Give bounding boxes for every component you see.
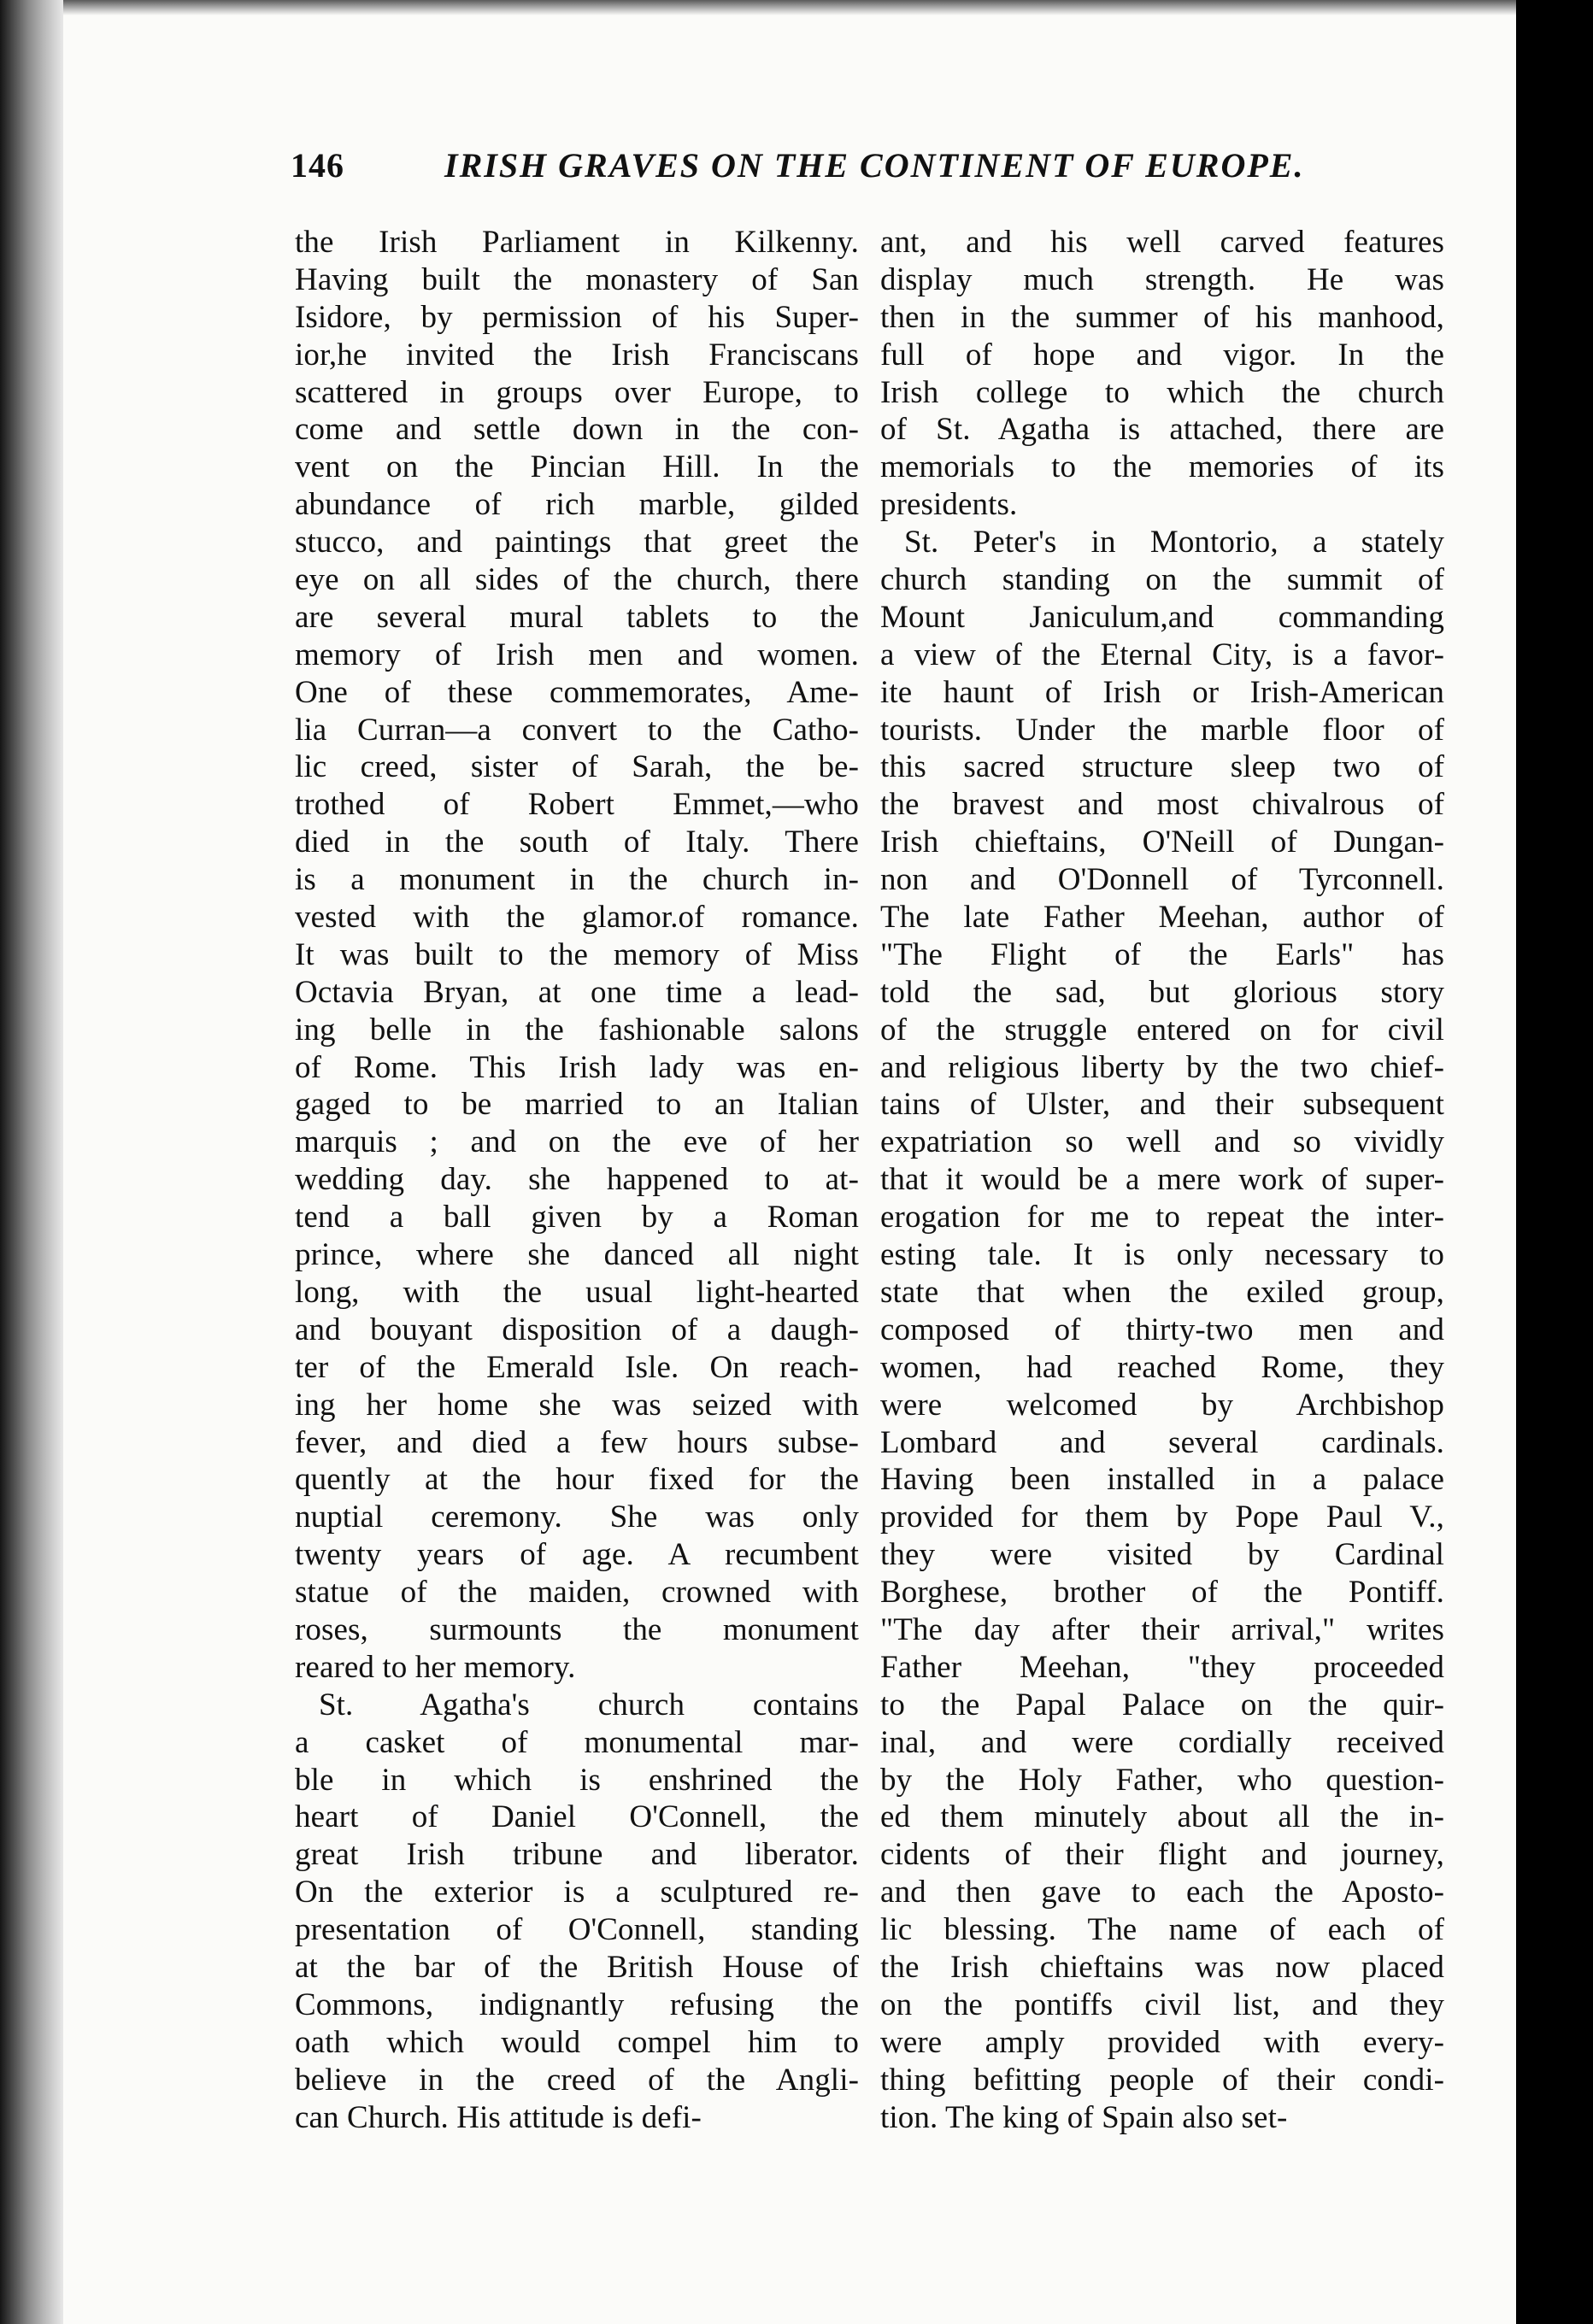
text-line: thing befitting people of their condi- (880, 2062, 1444, 2098)
text-line: fever, and died a few hours subse- (295, 1424, 859, 1460)
text-line: statue of the maiden, crowned with (295, 1575, 859, 1611)
text-line: memorials to the memories of its (880, 449, 1444, 485)
text-column-left (295, 224, 859, 2136)
text-line: told the sad, but glorious story (880, 974, 1444, 1010)
text-line: were amply provided with every- (880, 2024, 1444, 2060)
text-line: wedding day. she happened to at- (295, 1162, 859, 1198)
text-line: Irish college to which the church (880, 374, 1444, 410)
text-line: ing belle in the fashionable salons (295, 1012, 859, 1048)
text-line: believe in the creed of the Angli- (295, 2062, 859, 2098)
text-line: are several mural tablets to the (295, 599, 859, 635)
scan-border (1516, 0, 1593, 2324)
text-line: tourists. Under the marble floor of (880, 712, 1444, 748)
text-line: ite haunt of Irish or Irish-American (880, 674, 1444, 710)
text-line: then in the summer of his manhood, (880, 299, 1444, 335)
text-line: non and O'Donnell of Tyrconnell. (880, 862, 1444, 898)
text-line: Father Meehan, "they proceeded (880, 1649, 1444, 1685)
text-line: ter of the Emerald Isle. On reach- (295, 1349, 859, 1385)
text-line: memory of Irish men and women. (295, 637, 859, 672)
text-line: lia Curran—a convert to the Catho- (295, 712, 859, 748)
text-line: St. Peter's in Montorio, a stately (904, 525, 1444, 560)
text-line: composed of thirty-two men and (880, 1312, 1444, 1347)
text-line: and bouyant disposition of a daugh- (295, 1312, 859, 1347)
text-line: Mount Janiculum,and commanding (880, 599, 1444, 635)
text-line: state that when the exiled group, (880, 1274, 1444, 1310)
text-line: that it would be a mere work of super- (880, 1162, 1444, 1198)
text-line: "The Flight of the Earls" has (880, 936, 1444, 972)
text-line: by the Holy Father, who question- (880, 1762, 1444, 1798)
text-line: oath which would compel him to (295, 2024, 859, 2060)
text-line: the bravest and most chivalrous of (880, 787, 1444, 823)
text-line: prince, where she danced all night (295, 1237, 859, 1273)
text-line: trothed of Robert Emmet,—who (295, 787, 859, 823)
text-line: cidents of their flight and journey, (880, 1837, 1444, 1873)
text-line: church standing on the summit of (880, 562, 1444, 598)
page-number: 146 (291, 146, 344, 185)
text-line: died in the south of Italy. There (295, 825, 859, 860)
text-line: Octavia Bryan, at one time a lead- (295, 974, 859, 1010)
text-line: tend a ball given by a Roman (295, 1200, 859, 1235)
text-column-right (880, 224, 1444, 2136)
text-line: scattered in groups over Europe, to (295, 374, 859, 410)
text-line: Isidore, by permission of his Super- (295, 299, 859, 335)
text-line: and religious liberty by the two chief- (880, 1049, 1444, 1085)
page-top-edge (63, 0, 1516, 15)
text-line: come and settle down in the con- (295, 412, 859, 448)
text-line: esting tale. It is only necessary to (880, 1237, 1444, 1273)
text-line: St. Agatha's church contains (319, 1687, 859, 1722)
text-line: long, with the usual light-hearted (295, 1274, 859, 1310)
text-line: erogation for me to repeat the inter- (880, 1200, 1444, 1235)
running-title: IRISH GRAVES ON THE CONTINENT OF EUROPE. (444, 146, 1305, 185)
text-line: at the bar of the British House of (295, 1949, 859, 1985)
text-line: reared to her memory. (295, 1649, 576, 1685)
text-line: Irish chieftains, O'Neill of Dungan- (880, 825, 1444, 860)
text-line: of the struggle entered on for civil (880, 1012, 1444, 1048)
text-line: great Irish tribune and liberator. (295, 1837, 859, 1873)
text-line: eye on all sides of the church, there (295, 562, 859, 598)
text-line: "The day after their arrival," writes (880, 1611, 1444, 1647)
text-line: inal, and were cordially received (880, 1724, 1444, 1760)
text-line: the Irish Parliament in Kilkenny. (295, 225, 859, 260)
text-line: tion. The king of Spain also set- (880, 2099, 1288, 2135)
running-head (291, 145, 1305, 197)
text-line: and then gave to each the Aposto- (880, 1875, 1444, 1910)
text-line: The late Father Meehan, author of (880, 900, 1444, 936)
text-line: vent on the Pincian Hill. In the (295, 449, 859, 485)
text-line: ed them minutely about all the in- (880, 1799, 1444, 1835)
text-line: marquis ; and on the eve of her (295, 1124, 859, 1160)
text-line: On the exterior is a sculptured re- (295, 1875, 859, 1910)
text-line: roses, surmounts the monument (295, 1611, 859, 1647)
text-line: a view of the Eternal City, is a favor- (880, 637, 1444, 672)
text-line: lic creed, sister of Sarah, the be- (295, 749, 859, 785)
text-line: a casket of monumental mar- (295, 1724, 859, 1760)
text-line: stucco, and paintings that greet the (295, 525, 859, 560)
text-line: were welcomed by Archbishop (880, 1387, 1444, 1423)
text-line: is a monument in the church in- (295, 862, 859, 898)
text-line: expatriation so well and so vividly (880, 1124, 1444, 1160)
text-line: Commons, indignantly refusing the (295, 1987, 859, 2022)
text-line: heart of Daniel O'Connell, the (295, 1799, 859, 1835)
book-spine-edge (0, 0, 63, 2324)
text-line: nuptial ceremony. She was only (295, 1499, 859, 1535)
text-line: ant, and his well carved features (880, 225, 1444, 260)
text-line: on the pontiffs civil list, and they (880, 1987, 1444, 2022)
text-line: of Rome. This Irish lady was en- (295, 1049, 859, 1085)
text-line: presidents. (880, 487, 1018, 523)
text-line: It was built to the memory of Miss (295, 936, 859, 972)
text-line: full of hope and vigor. In the (880, 337, 1444, 373)
text-line: ble in which is enshrined the (295, 1762, 859, 1798)
text-line: ior,he invited the Irish Franciscans (295, 337, 859, 373)
text-line: twenty years of age. A recumbent (295, 1537, 859, 1573)
text-line: Having been installed in a palace (880, 1462, 1444, 1498)
text-line: this sacred structure sleep two of (880, 749, 1444, 785)
text-line: to the Papal Palace on the quir- (880, 1687, 1444, 1722)
text-line: provided for them by Pope Paul V., (880, 1499, 1444, 1535)
text-line: quently at the hour fixed for the (295, 1462, 859, 1498)
text-line: Lombard and several cardinals. (880, 1424, 1444, 1460)
text-line: women, had reached Rome, they (880, 1349, 1444, 1385)
text-line: gaged to be married to an Italian (295, 1087, 859, 1123)
text-line: presentation of O'Connell, standing (295, 1912, 859, 1948)
text-line: lic blessing. The name of each of (880, 1912, 1444, 1948)
text-line: ing her home she was seized with (295, 1387, 859, 1423)
text-line: they were visited by Cardinal (880, 1537, 1444, 1573)
text-line: can Church. His attitude is defi- (295, 2099, 702, 2135)
text-line: Borghese, brother of the Pontiff. (880, 1575, 1444, 1611)
text-line: One of these commemorates, Ame- (295, 674, 859, 710)
text-line: of St. Agatha is attached, there are (880, 412, 1444, 448)
text-line: tains of Ulster, and their subsequent (880, 1087, 1444, 1123)
text-line: display much strength. He was (880, 261, 1444, 297)
text-line: vested with the glamor.of romance. (295, 900, 859, 936)
text-line: Having built the monastery of San (295, 261, 859, 297)
text-line: abundance of rich marble, gilded (295, 487, 859, 523)
text-line: the Irish chieftains was now placed (880, 1949, 1444, 1985)
